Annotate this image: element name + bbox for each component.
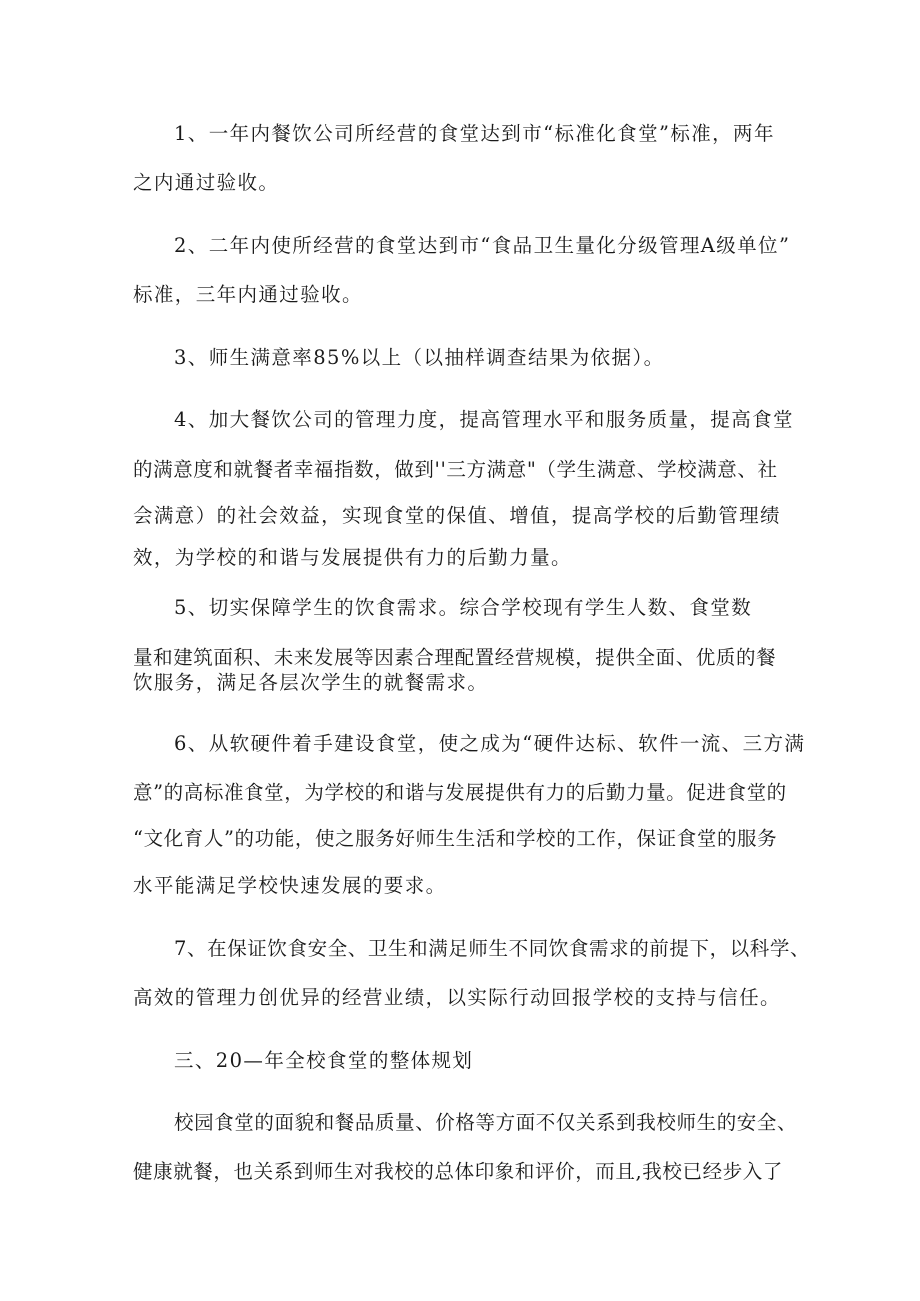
p6-line-4: 水平能满足学校快速发展的要求。 [133,874,447,897]
p5-line-2: 量和建筑面积、未来发展等因素合理配置经营规模，提供全面、优质的餐 [133,646,777,669]
p4-line-1: 4、加大餐饮公司的管理力度，提高管理水平和服务质量，提高食堂 [174,408,794,431]
p8-line-1: 校园食堂的面貌和餐品质量、价格等方面不仅关系到我校师生的安全、 [174,1111,798,1134]
section-heading: 三、20—年全校食堂的整体规划 [174,1049,474,1072]
p7-line-1: 7、在保证饮食安全、卫生和满足师生不同饮食需求的前提下，以科学、 [174,937,811,960]
p4-line-4: 效，为学校的和谐与发展提供有力的后勤力量。 [133,546,572,569]
p6-line-2: 意”的高标准食堂，为学校的和谐与发展提供有力的后勤力量。促进食堂的 [133,781,787,804]
p5-line-3: 饮服务，满足各层次学生的就餐需求。 [133,671,489,694]
p3-line-1: 3、师生满意率85%以上（以抽样调查结果为依据）。 [174,346,665,369]
p4-line-2: 的满意度和就餐者幸福指数，做到''三方满意"（学生满意、学校满意、社 [133,458,778,481]
p1-line-1: 1、一年内餐饮公司所经营的食堂达到市“标准化食堂”标准，两年 [174,122,775,145]
p2-line-1: 2、二年内使所经营的食堂达到市“食品卫生量化分级管理A级单位” [174,234,791,257]
p8-line-2: 健康就餐，也关系到师生对我校的总体印象和评价，而且,我校已经步入了 [133,1160,783,1183]
p6-line-3: “文化育人”的功能，使之服务好师生生活和学校的工作，保证食堂的服务 [133,827,778,850]
p4-line-3: 会满意）的社会效益，实现食堂的保值、增值，提高学校的后勤管理绩 [133,504,781,527]
p1-line-2: 之内通过验收。 [133,171,280,194]
p5-line-1: 5、切实保障学生的饮食需求。综合学校现有学生人数、食堂数 [174,596,753,619]
p6-line-1: 6、从软硬件着手建设食堂，使之成为“硬件达标、软件一流、三方满 [174,732,806,755]
p2-line-2: 标准，三年内通过验收。 [133,283,363,306]
p7-line-2: 高效的管理力创优异的经营业绩，以实际行动回报学校的支持与信任。 [133,986,781,1009]
